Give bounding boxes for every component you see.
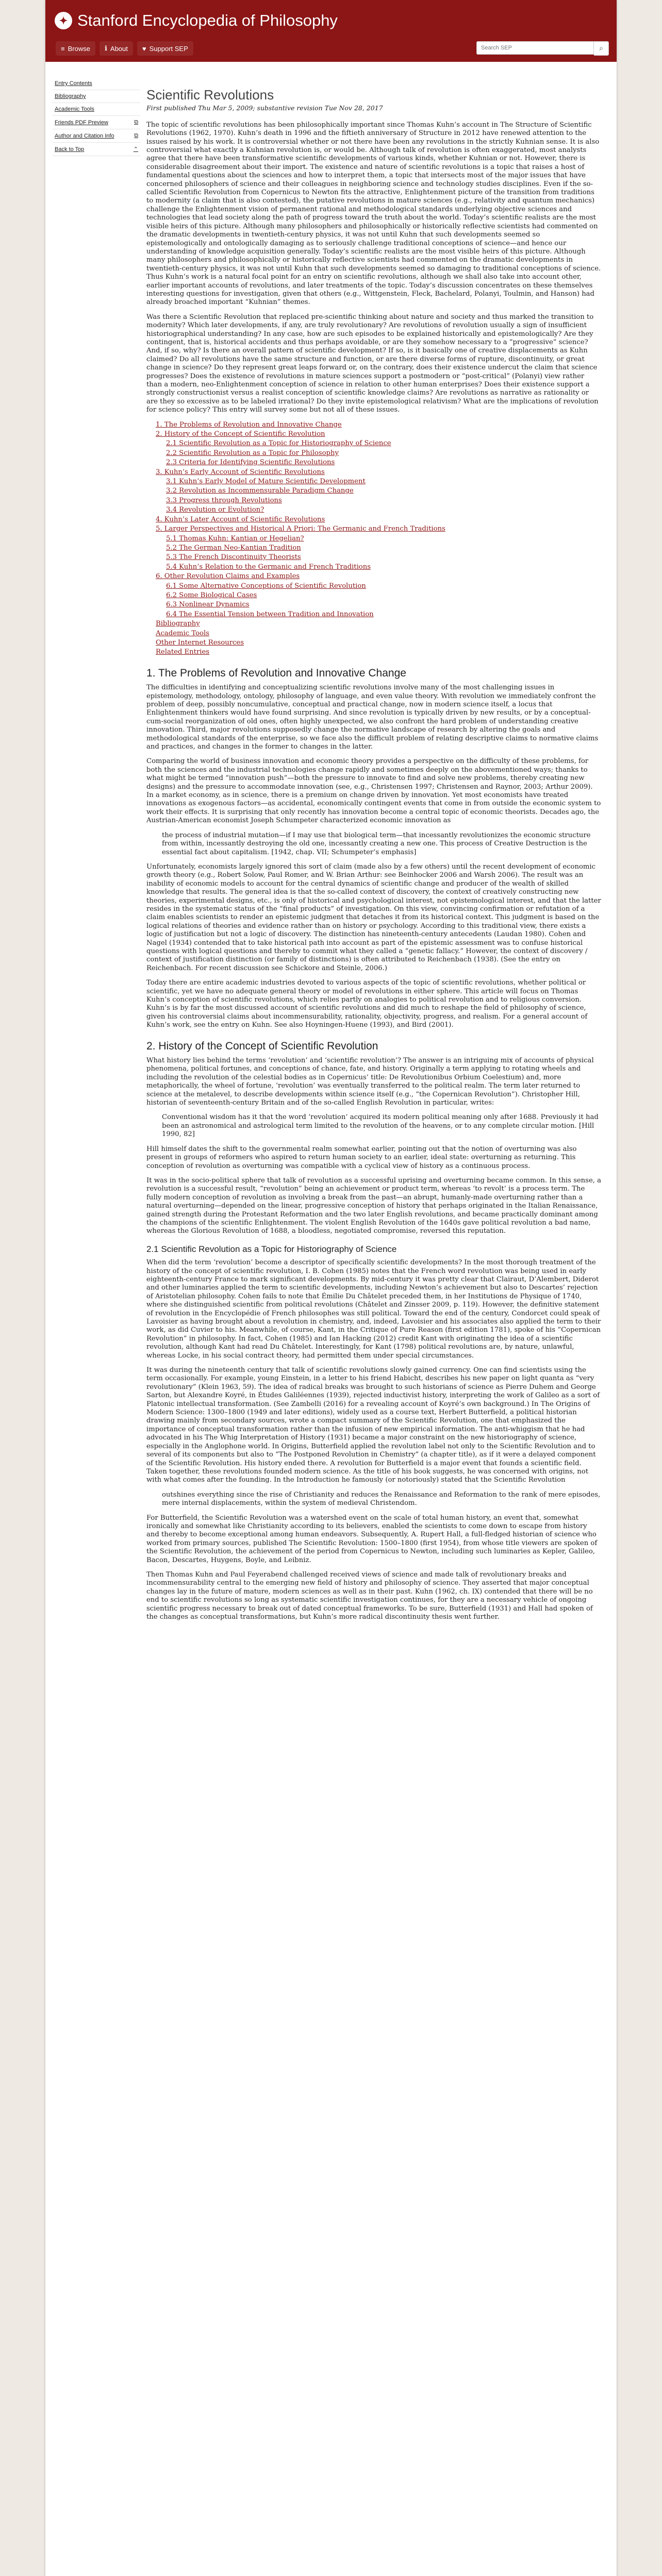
sidebar-item-back-to-top[interactable]: [53, 143, 140, 156]
toc-item[interactable]: Bibliography: [156, 620, 200, 628]
toc-item[interactable]: 3.4 Revolution or Evolution?: [166, 506, 264, 514]
heart-icon: ♥: [142, 44, 146, 53]
sidebar-item-label: Friends PDF Preview: [55, 119, 108, 126]
search-icon[interactable]: ⌕: [594, 41, 609, 56]
article-main: [146, 77, 601, 1628]
sidebar-item-label: Back to Top: [55, 146, 85, 152]
toc-item[interactable]: 3.1 Kuhn’s Early Model of Mature Scientific Development: [166, 478, 366, 486]
search-input[interactable]: [476, 41, 594, 55]
block-quote: the process of industrial mutation—if I may use that biological term—that incessantly revolutionizes the economic structure from within, incessantly destroying the old one, incessantly creating a new one. This process of Creative Destruction is the essential fact about capitalism. [1942, chap. VII; Schumpeter’s emphasis]: [162, 831, 591, 856]
toc-item[interactable]: Related Entries: [156, 648, 210, 656]
sidebar-item-bibliography[interactable]: [53, 90, 140, 103]
toc-item[interactable]: 4. Kuhn’s Later Account of Scientific Revolutions: [156, 515, 325, 523]
nav-about-button[interactable]: [100, 41, 133, 56]
nav-support-label: Support SEP: [149, 44, 188, 53]
toc-item[interactable]: 3.3 Progress through Revolutions: [166, 496, 282, 504]
body-paragraph: Unfortunately, economists largely ignored this sort of claim (made also by a few others) until the recent development of economic growth theory (e.g., Robert Solow, Paul Romer, and W. Brian Arthur: see Beinhocker 2006 and Warsh 2006). The result was an inability of economic models to account for the central dynamics of scientific change and producer of the wealth of skilled knowledge that results. The general idea is that the so-called context of discovery, the context of creatively constructing new theories, experimental designs, etc., is only of historical and psychological interest, not epistemological interest, and that the latter resides in the systematic status of the “final products” of investigation. On this view, convincing confirmation or refutation of a claim enables scientists to render an epistemic judgment that detaches it from its historical context. This judgment is based on the logical relations of theories and evidence rather than on history or psychology. According to this traditional view, there exists a logic of justification but not a logic of discovery. The distinction has nineteenth-century antecedents (Laudan 1980). Cohen and Nagel (1934) contended that to take historical path into account as part of the epistemic assessment was to confuse historical questions with logical questions and thereby to commit what they called a “genetic fallacy.” However, the context of discovery / context of justification distinction (or family of distinctions) is often attributed to Reichenbach (1938). (See the entry on Reichenbach. For recent discussion see Schickore and Steinle, 2006.): [146, 862, 601, 972]
toc-item[interactable]: 6.1 Some Alternative Conceptions of Scientific Revolution: [166, 582, 366, 590]
body-paragraph: It was in the socio-political sphere that talk of revolution as a successful uprising and overturning became common. In this sense, a revolution is a successful result, “revolution” being an achievement or product term, whereas ‘to revolt’ is a process term. The fully modern conception of revolution as involving a break from the past—an abrupt, humanly-made overturning rather than a natural overturning—depended on the linear, progressive conception of history that perhaps originated in the Italian Renaissance, gained strength during the Protestant Reformation and the two later English revolutions, and became practically dominant among the champions of the scientific Enlightenment. The violent English Revolution of the 1640s gave political revolution a bad name, whereas the Glorious Revolution of 1688, a bloodless, negotiated compromise, reversed this reputation.: [146, 1176, 601, 1235]
sidebar-item-label: Author and Citation Info: [55, 132, 114, 139]
site-logo[interactable]: [55, 11, 338, 30]
subsection-heading: 2.1 Scientific Revolution as a Topic for Historiography of Science: [146, 1244, 397, 1254]
sidebar-item-entry-contents[interactable]: [53, 77, 140, 90]
nav-browse-label: Browse: [68, 44, 90, 53]
sidebar-item-friends-pdf[interactable]: [53, 116, 140, 129]
toc-item[interactable]: Other Internet Resources: [156, 638, 244, 647]
entry-sidebar: [53, 77, 140, 156]
section-heading: 1. The Problems of Revolution and Innovative Change: [146, 667, 406, 679]
sidebar-item-label: Bibliography: [55, 93, 86, 99]
toc-item[interactable]: 5.2 The German Neo-Kantian Tradition: [166, 544, 301, 552]
section-heading: 2. History of the Concept of Scientific Revolution: [146, 1040, 378, 1052]
toc-item[interactable]: 5.4 Kuhn’s Relation to the Germanic and French Traditions: [166, 563, 371, 571]
page-frame: [45, 0, 617, 2576]
main-nav: [56, 41, 193, 56]
body-paragraph: What history lies behind the terms ‘revolution’ and ‘scientific revolution’? The answer is an intriguing mix of accounts of physical phenomena, political fortunes, and conceptions of chance, fate, and history. Originally a term applying to rotating wheels and including the revolution of the celestial bodies as in Copernicus’ title: De Revolutionibus Orbium Coelestium) and, more metaphorically, the wheel of fortune, ‘revolution’ was eventually transferred to the political realm. The term later returned to science at the metalevel, to describe developments within science itself (e.g., “the Copernican Revolution”). Christopher Hill, historian of seventeenth-century Britain and of the so-called English Revolution in particular, writes:: [146, 1057, 594, 1107]
external-link-icon: ⧉: [134, 119, 138, 125]
menu-icon: ≡: [61, 44, 65, 53]
toc-item[interactable]: 5. Larger Perspectives and Historical A Priori: The Germanic and French Traditions: [156, 525, 445, 533]
body-paragraph: Hill himself dates the shift to the governmental realm somewhat earlier, pointing out that the notion of overturning was also present in groups of reformers who aspired to return human society to an earlier, ideal state: overturning as returning. This conception of revolution as overturning was compatible with a cyclical view of history as a continuous process.: [146, 1145, 577, 1170]
body-paragraph: Then Thomas Kuhn and Paul Feyerabend challenged received views of science and made talk of revolutionary breaks and incommensurability central to the emerging new field of history and philosophy of science. They asserted that major conceptual changes lay in the future of mature, modern sciences as well as in their past. Kuhn (1962, ch. IX) contended that there will be no end to scientific revolutions so long as systematic scientific investigation continues, for they are a necessary vehicle of ongoing scientific progress necessary to break out of dated conceptual frameworks. To be sure, Butterfield (1931) and Hall had spoken of the changes as conceptual transformations, but Kuhn’s more radical discontinuity thesis went further.: [146, 1570, 593, 1621]
toc-item[interactable]: 2.3 Criteria for Identifying Scientific Revolutions: [166, 459, 335, 467]
toc-item[interactable]: 6.2 Some Biological Cases: [166, 591, 257, 599]
body-paragraph: When did the term ‘revolution’ become a descriptor of specifically scientific developments? In the most thorough treatment of the history of the concept of scientific revolution, I. B. Cohen (1985) notes that the French word revolution was being used in early eighteenth-century France to mark significant developments. By mid-century it was pretty clear that Clairaut, D’Alembert, Diderot and other luminaries applied the term to scientific developments, including Newton’s achievement but also to Descartes’ rejection of Aristotelian philosophy. Cohen fails to note that Émilie Du Châtelet preceded them, in her Institutions de Physique of 1740, where she distinguished scientific from political revolutions (Châtelet and Zinsser 2009, p. 119). However, the definitive statement of revolution in the Encyclopédie of French philosophes was still political. Toward the end of the century, Condorcet could speak of Lavoisier as having brought about a revolution in chemistry, and, indeed, Lavoisier and his associates also applied the term to their work, as did Cuvier to his. Meanwhile, of course, Kant, in the Critique of Pure Reason (first edition 1781), spoke of his “Copernican Revolution” in philosophy. In fact, Cohen (1985) and Ian Hacking (2012) credit Kant with originating the idea of a scientific revolution, although Kant had read Du Châtelet. Interestingly, for Kant (1798) political revolutions are, by nature, unlawful, whereas Locke, in his social contract theory, had permitted them under special circumstances.: [146, 1259, 601, 1360]
toc-item[interactable]: 6. Other Revolution Claims and Examples: [156, 572, 300, 581]
nav-support-button[interactable]: [137, 41, 193, 56]
body-paragraph: Comparing the world of business innovation and economic theory provides a perspective on the difficulty of these problems, for both the sciences and the industrial technologies change rapidly and sometimes deeply on the abovementioned ways; thanks to what might be termed “innovation push”—both the pressure to innovate to find and solve new problems, thereby creating new designs) and the pressure to accommodate innovation (see, e.g., Christensen 1997; Christensen and Raynor, 2003; Arthur 2009). In a market economy, as in science, there is a premium on change driven by innovation. Yet most economists have treated innovations as exogenous factors—as accidental, economically contingent events that come in from outside the economic system to work their effects. It is surprising that only recently has innovation become a central topic of economic theorists. Decades ago, the Austrian-American economist Joseph Schumpeter characterized economic innovation as: [146, 757, 601, 825]
toc-item[interactable]: Academic Tools: [156, 629, 209, 637]
toc-item[interactable]: 2. History of the Concept of Scientific Revolution: [156, 430, 325, 438]
nav-browse-button[interactable]: [56, 41, 95, 56]
toc-item[interactable]: 2.2 Scientific Revolution as a Topic for Philosophy: [166, 449, 339, 457]
site-title[interactable]: Stanford Encyclopedia of Philosophy: [77, 11, 338, 29]
chevron-up-icon: ⌃: [133, 146, 138, 152]
sidebar-item-author-citation[interactable]: [53, 129, 140, 143]
sidebar-item-label: Academic Tools: [55, 106, 94, 112]
sidebar-item-label: Entry Contents: [55, 80, 92, 87]
search-bar: [476, 41, 609, 56]
nav-about-label: About: [110, 44, 128, 53]
toc-item[interactable]: 2.1 Scientific Revolution as a Topic for Historiography of Science: [166, 439, 391, 448]
intro-paragraph: The topic of scientific revolutions has been philosophically important since Thomas Kuhn’s account in The Structure of Scientific Revolutions (1962, 1970). Kuhn’s death in 1996 and the fiftieth anniversary of Structure in 2012 have renewed attention to the issues raised by his work. It is controversial whether or not there have been any revolutions in the strictly Kuhnian sense. It is also controversial what exactly a Kuhnian revolution is, or would be. Although talk of revolution is often exaggerated, most analysts agree that there have been transformative scientific developments of various kinds, whether Kuhnian or not. However, there is considerable disagreement about their import. The existence and nature of scientific revolutions is a topic that raises a host of fundamental questions about the sciences and how to interpret them, a topic that intersects most of the major issues that have concerned philosophers of science and their colleagues in neighboring science and technology studies disciplines. Even if the so-called Scientific Revolution from Copernicus to Newton fits the attractive, Enlightenment picture of the transition from traditions to modernity (a claim that is also contested), the putative revolutions in mature sciences (e.g., relativity and quantum mechanics) challenge the Enlightenment vision of permanent rational and methodological standards underlying objective sciences and technologies that lead society along the path of progress toward the truth about the world. Today’s scientific realists are the most visible heirs of this picture. Although many philosophers and philosophically or historically reflective scientists had commented on the dramatic developments in twentieth-century physics, it was not until Kuhn that such developments seemed so epistemologically and ontologically damaging as to seriously challenge traditional conceptions of science—and hence our understanding of knowledge acquisition generally. Today’s scientific realists are the most visible heirs of this picture. Although many philosophers and philosophically or historically reflective scientists had commented on the dramatic developments in twentieth-century physics, it was not until Kuhn that such developments seemed so damaging to traditional conceptions of science. Thus Kuhn’s work is a natural focal point for an entry on scientific revolutions, although we shall also take into account other, earlier important accounts of revolutions, and later treatments of the topic. Today’s discussion concentrates on these themselves interesting questions for investigation, given that others (e.g., Wittgenstein, Fleck, Bachelard, Polanyi, Toulmin, and Hanson) had already broached important “Kuhnian” themes.: [146, 121, 601, 307]
block-quote: Conventional wisdom has it that the word ‘revolution’ acquired its modern political meaning only after 1688. Previously it had been an astronomical and astrological term limited to the revolution of the heavens, or to any complete circular motion. [Hill 1990, 82]: [162, 1113, 599, 1139]
external-link-icon: ⧉: [134, 132, 138, 139]
body-paragraph: For Butterfield, the Scientific Revolution was a watershed event on the scale of total human history, an event that, somewhat ironically and somewhat like Christianity according to its believers, enabled the scientists to come down to escape from history and thereby to become exceptional among human endeavors. Subsequently, A. Rupert Hall, a full-fledged historian of science who worked from primary sources, published The Scientific Revolution: 1500–1800 (first 1954), from whose title viewers are spoken of the Scientific Revolution, the achievement of the period from Copernicus to Newton, including such luminaries as Kepler, Galileo, Bacon, Descartes, Huygens, Boyle, and Leibniz.: [146, 1514, 598, 1564]
site-header: [45, 0, 617, 62]
toc-item[interactable]: 6.3 Nonlinear Dynamics: [166, 601, 250, 609]
info-icon: ℹ: [104, 44, 107, 52]
body-paragraph: It was during the nineteenth century that talk of scientific revolutions slowly gained currency. One can find scientists using the term occasionally. For example, young Einstein, in a letter to his friend Habicht, describes his new paper on light quanta as “very revolutionary” (Klein 1963, 59). The idea of radical breaks was brought to such historians of science as Pierre Duhem and George Sarton, but Alexandre Koyré, in Études Galiléennes (1939), rejected inductivist history, interpreting the work of Galileo as a sort of Platonic intellectual transformation. (See Zambelli (2016) for a revealing account of Koyré’s own background.) In The Origins of Modern Science: 1300–1800 (1949 and later editions), widely used as a course text, Herbert Butterfield, a political historian drawing mainly from secondary sources, wrote a compact summary of the Scientific Revolution, one that emphasized the importance of conceptual transformation rather than the infusion of new empirical information. The anti-whiggism that he had advocated in his The Whig Interpretation of History (1931) became a major constraint on the new historiography of science, especially in the Anglophone world. In Origins, Butterfield applied the revolution label not only to the Scientific Revolution and to several of its components but also to “The Postponed Revolution in Chemistry” (a chapter title), as if it were a delayed component of the Scientific Revolution. His history ended there. A revolution for Butterfield is a major event that founds a scientific field. Taken together, these revolutions founded modern science. As the title of his book suggests, he was concerned with origins, not with what comes after the founding. In the Introduction he famously (or notoriously) stated that the Scientific Revolution: [146, 1366, 600, 1484]
toc-item[interactable]: 3.2 Revolution as Incommensurable Paradigm Change: [166, 487, 354, 495]
toc-item[interactable]: 1. The Problems of Revolution and Innovative Change: [156, 420, 342, 429]
publication-info: First published Thu Mar 5, 2009; substantive revision Tue Nov 28, 2017: [146, 104, 383, 112]
body-paragraph: The difficulties in identifying and conceptualizing scientific revolutions involve many of the most challenging issues in epistemology, methodology, ontology, philosophy of language, and even value theory. With revolution we immediately confront the problem of deep, possibly noncumulative, conceptual and practical change, now in modern science itself, a locus that Enlightenment thinkers would have found surprising. And since revolution is typically driven by new results, or by a conceptual-cum-social reorganization of old ones, often highly unexpected, we also confront the hard problem of understanding creative innovation. Third, major revolutions supposedly change the normative landscape of research by altering the goals and methodological standards of the enterprise, so we face also the difficult problem of relating descriptive claims to normative claims and practices, and changes in the former to changes in the latter.: [146, 684, 599, 751]
toc-item[interactable]: 6.4 The Essential Tension between Tradition and Innovation: [166, 610, 374, 618]
article-title: Scientific Revolutions: [146, 87, 274, 103]
toc-item[interactable]: 5.3 The French Discontinuity Theorists: [166, 553, 301, 562]
table-of-contents: [146, 421, 601, 657]
block-quote: outshines everything since the rise of Christianity and reduces the Renaissance and Reformation to the rank of mere episodes, mere internal displacements, within the system of medieval Christendom.: [162, 1490, 601, 1507]
sidebar-item-academic-tools[interactable]: [53, 103, 140, 116]
toc-item[interactable]: 3. Kuhn’s Early Account of Scientific Revolutions: [156, 468, 325, 476]
sep-seal-icon: ✦: [55, 12, 72, 29]
toc-item[interactable]: 5.1 Thomas Kuhn: Kantian or Hegelian?: [166, 534, 304, 543]
body-paragraph: Today there are entire academic industries devoted to various aspects of the topic of scientific revolutions, whether political or scientific, yet we have no adequate general theory or model of revolutions in either sphere. This article will focus on Thomas Kuhn’s conception of scientific revolutions, which relies partly on analogies to political revolution and to religious conversion. Kuhn’s is by far the most discussed account of scientific revolutions and did much to reshape the field of philosophy of science, given his controversial claims about incommensurability, rationality, objectivity, progress, and realism. For a general account of Kuhn’s work, see the entry on Kuhn. See also Hoyningen-Huene (1993), and Bird (2001).: [146, 979, 588, 1029]
intro-paragraph: Was there a Scientific Revolution that replaced pre-scientific thinking about nature and society and thus marked the transition to modernity? Which later developments, if any, are truly revolutionary? Are revolutions of revolution usually a sign of insufficient historiographical understanding? In any case, how are such episodes to be explained historically and epistemologically? Are they contingent, that is, historical accidents and thus perhaps avoidable, or are they somehow necessary to a “progressive” science? And, if so, why? Is there an overall pattern of scientific development? If so, is it basically one of creative displacements as Kuhn claimed? Do all revolutions have the same structure and function, or are there diverse forms of rupture, discontinuity, or great change in science? Do they represent great leaps forward or, on the contrary, does their existence undercut the claim that science progresses? Does the existence of revolutions in mature sciences support a postmodern or “post-critical” (Polanyi) view rather than a modern, neo-Enlightenment conception of science in relation to other human enterprises? Does their existence support a strongly constructionist versus a realist conception of scientific knowledge claims? Are revolutions as narrative as rationality or are they so excessive as to be labeled irrational? Do they invite epistemological relativism? What are the implications of revolution for science policy? This entry will survey some but not all of these issues.: [146, 313, 599, 414]
